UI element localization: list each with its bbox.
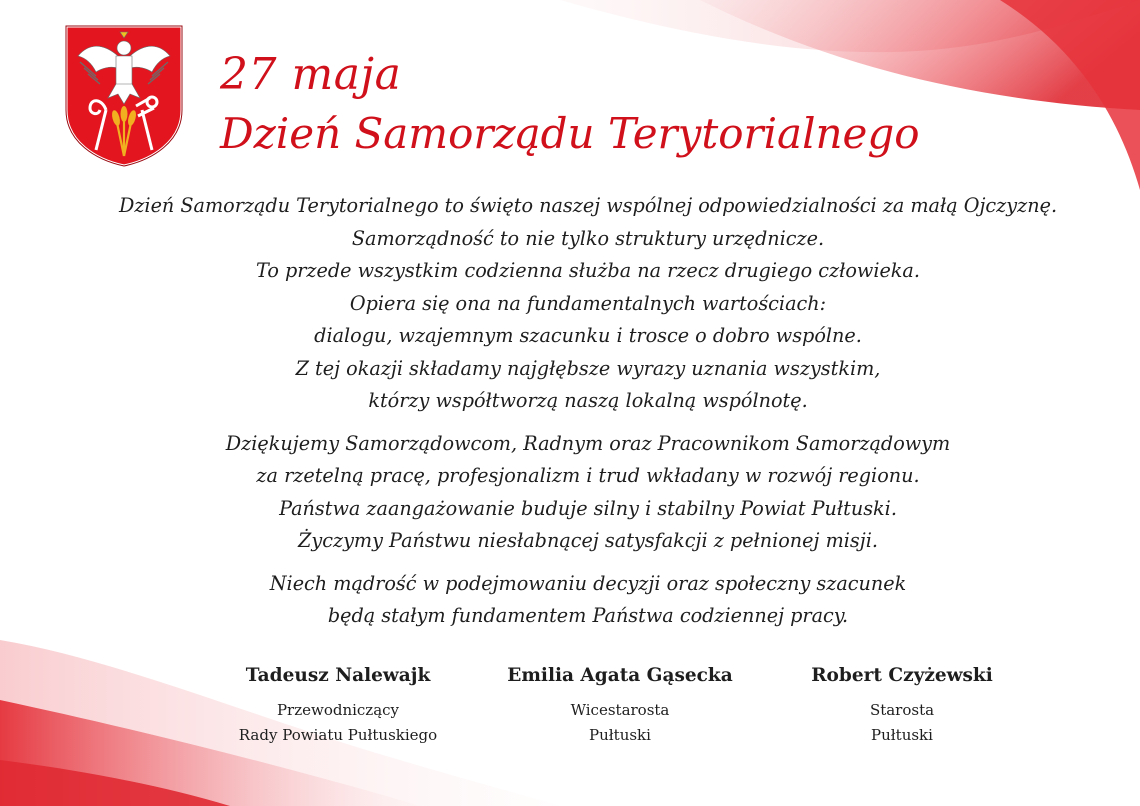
text-line: Z tej okazji składamy najgłębsze wyrazy uznania wszystkim,: [295, 356, 881, 380]
text-line: będą stałym fundamentem Państwa codziennej pracy.: [327, 604, 849, 627]
county-coat-of-arms-icon: [62, 22, 186, 168]
signer-name: Tadeusz Nalewajk: [245, 665, 431, 686]
text-line: Niech mądrość w podejmowaniu decyzji oraz społeczny szacunek: [269, 571, 907, 595]
signature-block: [188, 660, 488, 748]
title-main: Dzień Samorządu Terytorialnego: [220, 109, 920, 159]
greeting-text: [40, 190, 1136, 643]
title-date: 27 maja: [220, 49, 402, 101]
paragraph-2: [40, 428, 1136, 558]
text-line: Samorządność to nie tylko struktury urzędnicze.: [351, 226, 825, 250]
text-line: To przede wszystkim codzienna służba na rzecz drugiego człowieka.: [256, 259, 920, 282]
role-line: Pułtuski: [871, 726, 933, 744]
text-line: którzy współtworzą naszą lokalną wspólnotę.: [368, 389, 808, 412]
text-line: Państwa zaangażowanie buduje silny i stabilny Powiat Pułtuski.: [279, 496, 897, 520]
signer-role: [188, 698, 488, 748]
signer-role: [752, 698, 1052, 748]
page-title: [220, 45, 920, 163]
signer-name: Emilia Agata Gąsecka: [507, 665, 733, 686]
paragraph-1: [40, 190, 1136, 418]
role-line: Przewodniczący: [276, 701, 400, 719]
text-line: za rzetelną pracę, profesjonalizm i trud wkładany w rozwój regionu.: [256, 464, 920, 487]
text-line: Dzień Samorządu Terytorialnego to święto naszej wspólnej odpowiedzialności za małą Ojczyznę.: [118, 194, 1058, 217]
text-line: Dziękujemy Samorządowcom, Radnym oraz Pracownikom Samorządowym: [225, 431, 951, 455]
signature-block: [470, 660, 770, 748]
signer-role: [470, 698, 770, 748]
signer-name: Robert Czyżewski: [811, 665, 993, 686]
text-line: Opiera się ona na fundamentalnych wartościach:: [349, 291, 827, 315]
role-line: Starosta: [869, 701, 935, 719]
role-line: Pułtuski: [589, 726, 651, 744]
signature-block: [752, 660, 1052, 748]
role-line: Rady Powiatu Pułtuskiego: [238, 726, 438, 744]
role-line: Wicestarosta: [570, 701, 670, 719]
text-line: Życzymy Państwu niesłabnącej satysfakcji z pełnionej misji.: [298, 529, 878, 552]
paragraph-3: [40, 568, 1136, 633]
text-line: dialogu, wzajemnym szacunku i trosce o dobro wspólne.: [314, 324, 862, 347]
